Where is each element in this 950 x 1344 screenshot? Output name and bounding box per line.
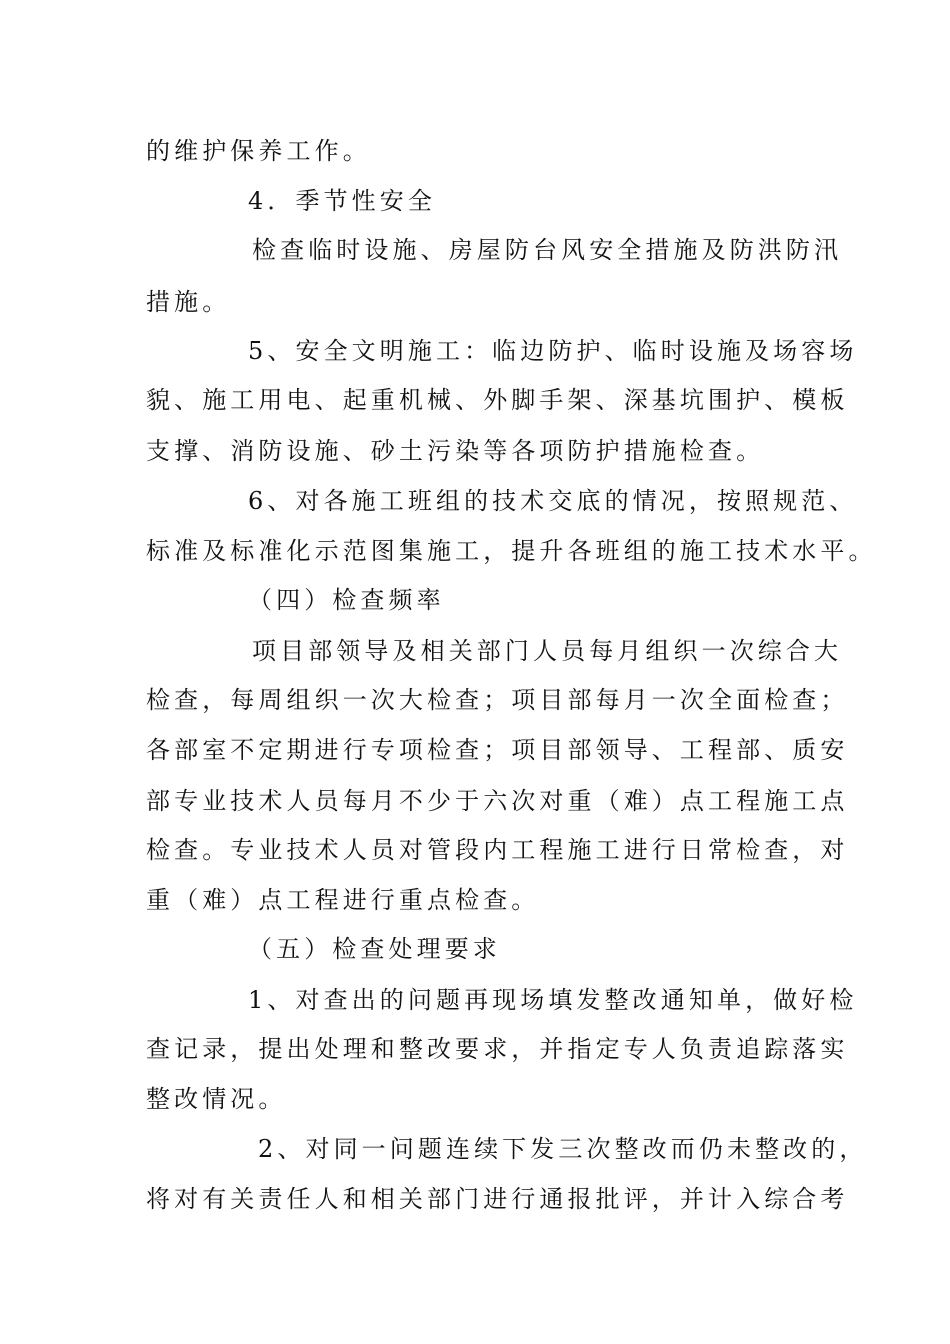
- text-line: 2、对同一问题连续下发三次整改而仍未整改的，: [258, 1135, 868, 1163]
- section-heading: （四）检查频率: [248, 586, 445, 614]
- text-line: 各部室不定期进行专项检查；项目部领导、工程部、质安: [146, 736, 849, 764]
- text-line: 检查。专业技术人员对管段内工程施工进行日常检查，对: [146, 836, 849, 864]
- text-line: 查记录，提出处理和整改要求，并指定专人负责追踪落实: [146, 1035, 849, 1063]
- text-line: 5、安全文明施工：临边防护、临时设施及场容场: [248, 337, 858, 365]
- text-line: 貌、施工用电、起重机械、外脚手架、深基坑围护、模板: [146, 386, 849, 414]
- text-line: 标准及标准化示范图集施工，提升各班组的施工技术水平。: [146, 537, 877, 565]
- section-heading: （五）检查处理要求: [248, 935, 501, 963]
- text-line: 重（难）点工程进行重点检查。: [146, 886, 540, 914]
- section-heading: 4．季节性安全: [248, 187, 436, 215]
- text-line: 的维护保养工作。: [146, 137, 371, 165]
- text-line: 措施。: [146, 288, 231, 316]
- text-line: 将对有关责任人和相关部门进行通报批评，并计入综合考: [146, 1185, 849, 1213]
- text-line: 检查临时设施、房屋防台风安全措施及防洪防汛: [252, 236, 843, 264]
- text-line: 项目部领导及相关部门人员每月组织一次综合大: [252, 637, 843, 665]
- text-line: 1、对查出的问题再现场填发整改通知单，做好检: [248, 986, 858, 1014]
- text-line: 6、对各施工班组的技术交底的情况，按照规范、: [248, 487, 858, 515]
- text-line: 检查，每周组织一次大检查；项目部每月一次全面检查；: [146, 686, 849, 714]
- text-line: 整改情况。: [146, 1085, 287, 1113]
- text-line: 部专业技术人员每月不少于六次对重（难）点工程施工点: [146, 787, 849, 815]
- text-line: 支撑、消防设施、砂土污染等各项防护措施检查。: [146, 437, 765, 465]
